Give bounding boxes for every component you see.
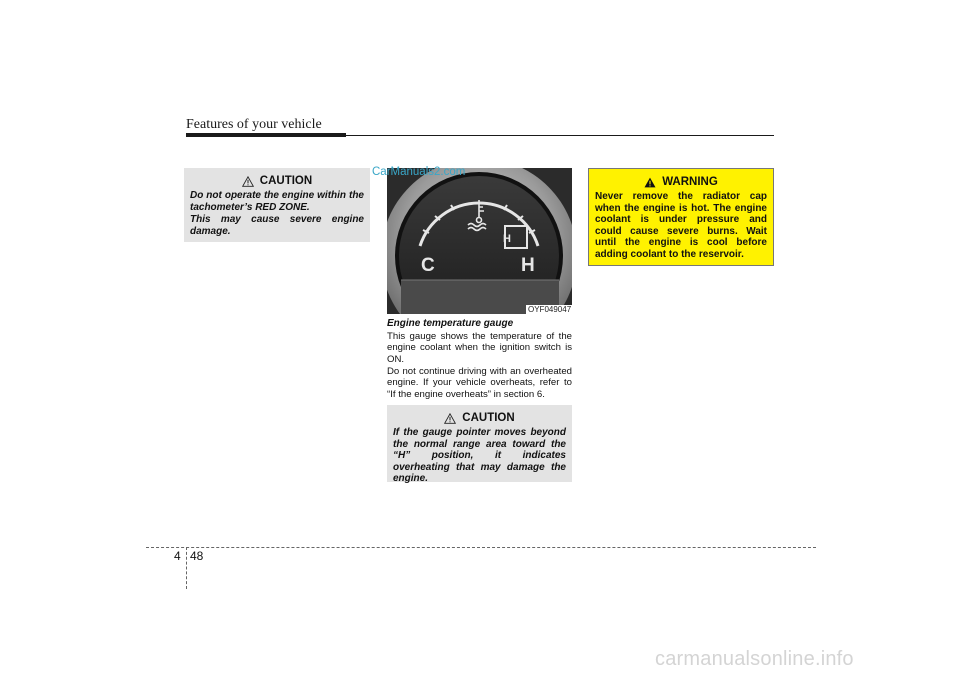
warning-box-radiator xyxy=(588,168,774,266)
footer-divider xyxy=(186,547,187,589)
caution-body xyxy=(190,190,364,237)
warning-heading xyxy=(595,176,767,188)
paragraph-overheat-advice: Do not continue driving with an overheated engine. If your vehicle overheats, refer to “If the engine overheats” in section 6. xyxy=(387,366,572,400)
caution-heading-text: CAUTION xyxy=(462,412,515,424)
caution-line: Do not operate the engine within the tachometer’s RED ZONE. xyxy=(190,190,364,213)
figure-code: OYF049047 xyxy=(528,305,572,314)
gauge-illustration xyxy=(387,168,572,314)
gauge-zone-label: H xyxy=(503,233,511,245)
header-rule xyxy=(346,135,774,136)
caution-heading-text: CAUTION xyxy=(259,175,313,187)
caution-heading xyxy=(190,175,364,187)
caution-line: This may cause severe engine damage. xyxy=(190,214,364,237)
watermark-text: CarManuals2.com xyxy=(372,166,466,178)
page-section-number: 4 xyxy=(174,549,181,563)
warning-heading-text: WARNING xyxy=(662,176,718,188)
gauge-cold-label: C xyxy=(421,255,435,276)
warning-triangle-icon xyxy=(644,177,656,188)
caution-body: If the gauge pointer moves beyond the normal range area toward the “H” position, it indicates overheating that may damage the engine. xyxy=(393,427,566,484)
temperature-gauge-figure xyxy=(387,168,572,314)
page-header-title: Features of your vehicle xyxy=(186,117,322,132)
section-caption: Engine temperature gauge xyxy=(387,318,514,329)
paragraph-gauge-description: This gauge shows the temperature of the engine coolant when the ignition switch is ON. xyxy=(387,331,572,365)
caution-box-overheat xyxy=(387,405,572,482)
warning-body: Never remove the radiator cap when the engine is hot. The engine coolant is under pressure and could cause severe burns. Wait until the engine is cool before adding coolant to the reservoir. xyxy=(595,191,767,260)
caution-box-tachometer xyxy=(184,168,370,242)
footer-rule xyxy=(146,547,816,548)
caution-triangle-icon xyxy=(444,413,456,424)
header-bar xyxy=(186,133,346,137)
caution-heading xyxy=(393,412,566,424)
site-watermark: carmanualsonline.info xyxy=(655,648,854,670)
gauge-hot-label: H xyxy=(521,255,535,276)
caution-triangle-icon xyxy=(242,176,254,187)
page-number: 48 xyxy=(190,549,204,563)
